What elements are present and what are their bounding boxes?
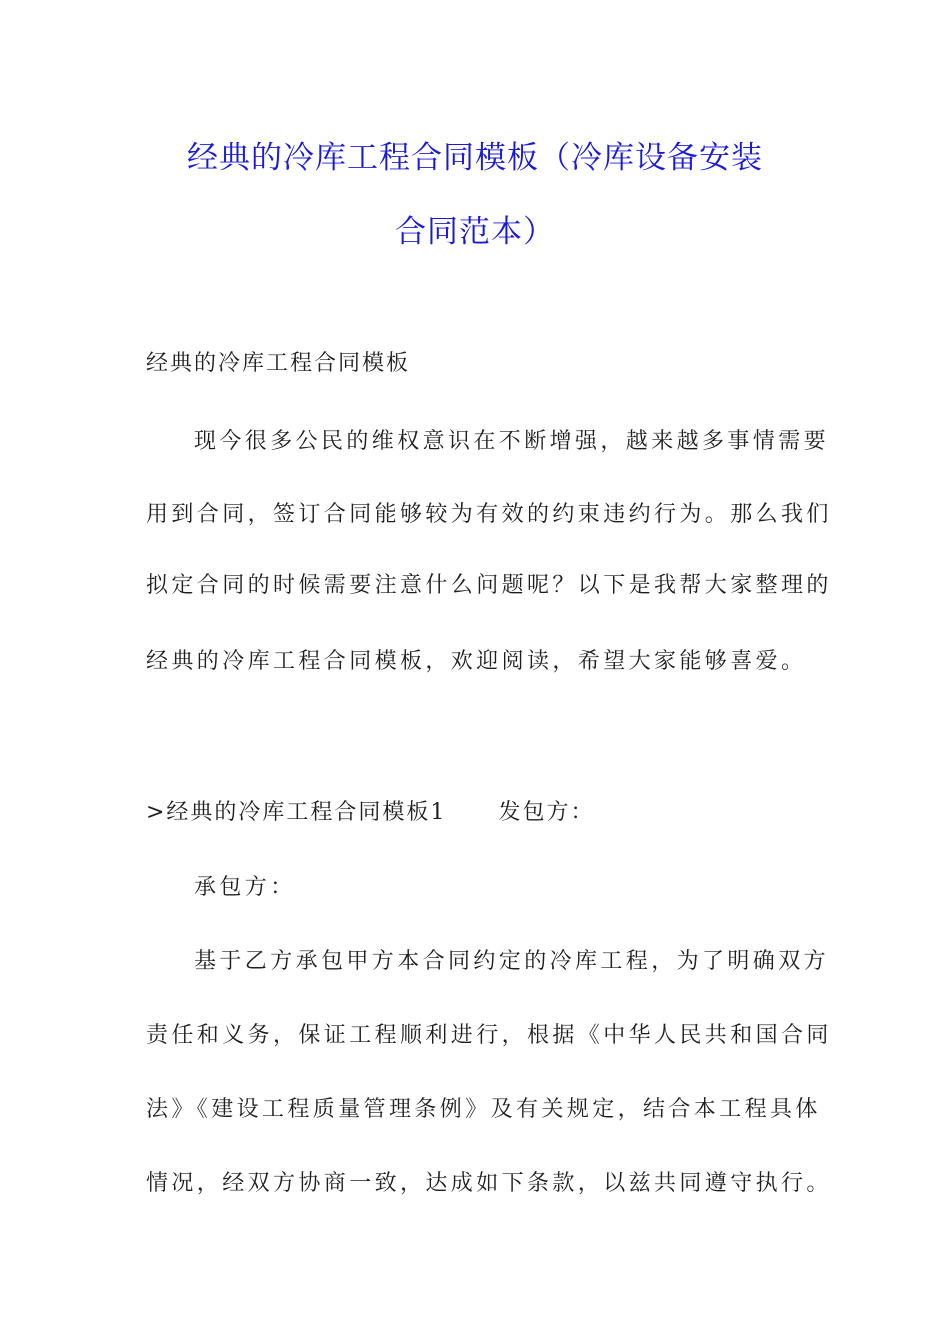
body-paragraph-line-2: 责任和义务，保证工程顺利进行，根据《中华人民共和国合同 bbox=[146, 1023, 832, 1048]
intro-paragraph-line-4: 经典的冷库工程合同模板，欢迎阅读，希望大家能够喜爱。 bbox=[146, 649, 807, 674]
intro-paragraph-line-3: 拟定合同的时候需要注意什么问题呢？以下是我帮大家整理的 bbox=[146, 573, 832, 598]
section-heading: >经典的冷库工程合同模板1 bbox=[146, 800, 447, 825]
document-subheading: 经典的冷库工程合同模板 bbox=[146, 351, 411, 376]
document-title-line-1: 经典的冷库工程合同模板（冷库设备安装 bbox=[187, 140, 763, 176]
body-paragraph-line-4: 情况，经双方协商一致，达成如下条款，以兹共同遵守执行。 bbox=[146, 1171, 832, 1196]
contractor-label: 承包方： bbox=[194, 875, 296, 900]
employer-label: 发包方： bbox=[498, 800, 595, 825]
intro-paragraph-line-2: 用到合同，签订合同能够较为有效的约束违约行为。那么我们 bbox=[146, 502, 832, 527]
document-title-line-2: 合同范本） bbox=[395, 214, 555, 250]
body-paragraph-line-3: 法》《建设工程质量管理条例》及有关规定，结合本工程具体 bbox=[146, 1097, 821, 1122]
section-heading-row bbox=[146, 795, 594, 826]
intro-paragraph-line-1: 现今很多公民的维权意识在不断增强，越来越多事情需要 bbox=[194, 429, 830, 454]
body-paragraph-line-1: 基于乙方承包甲方本合同约定的冷库工程，为了明确双方 bbox=[194, 949, 830, 974]
